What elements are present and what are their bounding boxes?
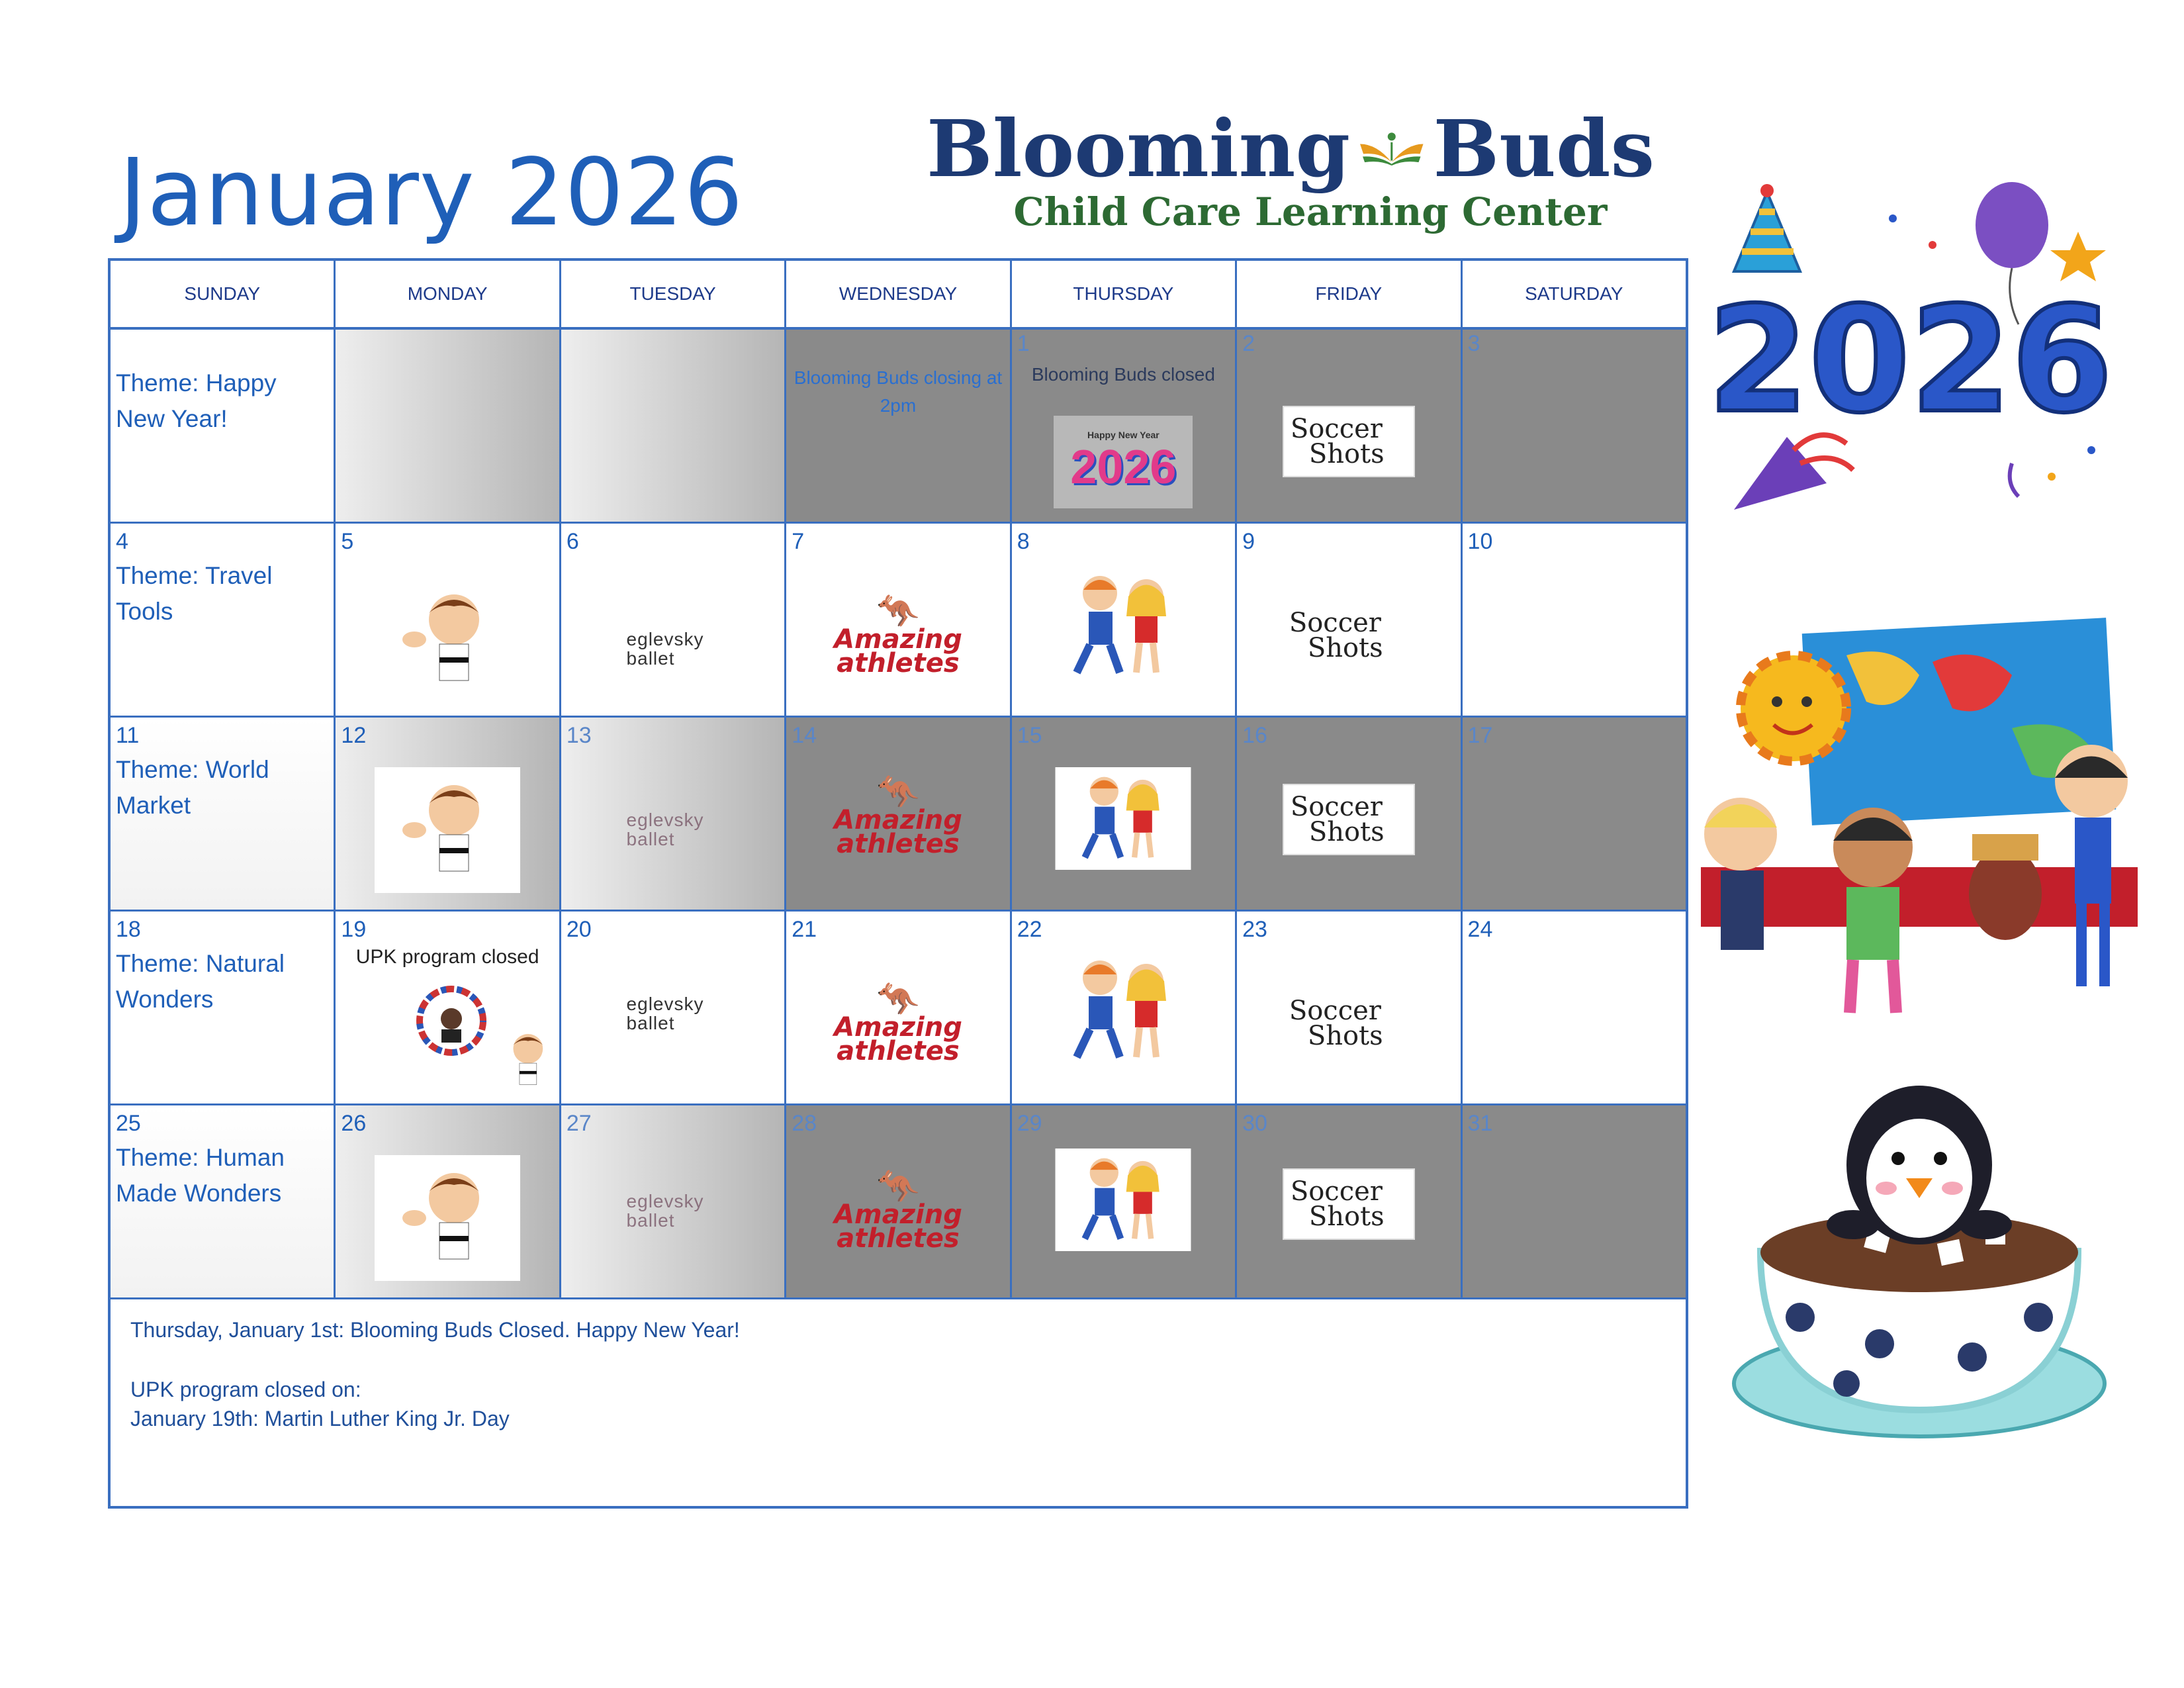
- day-cell: [786, 524, 1011, 718]
- weekday-tuesday: TUESDAY: [561, 261, 786, 330]
- page-title: January 2026: [119, 139, 744, 247]
- day-cell: [1237, 330, 1462, 524]
- day-number: 8: [1017, 529, 1030, 554]
- day-cell: [561, 718, 786, 912]
- day-cell: [111, 1105, 336, 1299]
- day-cell: [1463, 718, 1686, 912]
- day-cell: [786, 1105, 1011, 1299]
- day-note: Blooming Buds closing at 2pm: [794, 367, 1003, 416]
- day-number: 7: [792, 529, 805, 554]
- week-theme: Theme: World Market: [116, 756, 269, 819]
- day-cell: [1463, 330, 1686, 524]
- dancing-kids-icon: [1057, 951, 1189, 1070]
- amazing-line2: athletes: [837, 828, 960, 859]
- weekday-thursday: THURSDAY: [1012, 261, 1237, 330]
- new-year-caption: Happy New Year: [1087, 430, 1160, 440]
- kangaroo-icon: 🦘: [876, 773, 920, 812]
- day-number: 9: [1242, 529, 1255, 554]
- karate-kid-icon: [388, 774, 507, 886]
- year-graphic: 2026: [1707, 275, 2113, 445]
- ballet-line2: ballet: [626, 829, 675, 850]
- day-cell: [336, 330, 561, 524]
- day-note: Blooming Buds closed: [1031, 364, 1215, 385]
- day-number: 26: [341, 1111, 367, 1136]
- amazing-line2: athletes: [837, 647, 960, 679]
- day-number: 2: [1242, 331, 1255, 356]
- day-number: 3: [1467, 331, 1480, 356]
- note-mlk-day: January 19th: Martin Luther King Jr. Day: [130, 1407, 510, 1430]
- weekday-sunday: SUNDAY: [111, 261, 336, 330]
- day-number: 30: [1242, 1111, 1267, 1136]
- day-number: 17: [1467, 723, 1493, 748]
- amazing-athletes-logo: [834, 980, 962, 1066]
- day-number: 13: [566, 723, 592, 748]
- eglevsky-ballet-logo: [600, 810, 746, 849]
- soccer-shots-logo: [1283, 784, 1415, 855]
- karate-kid-icon: [388, 583, 507, 696]
- ballet-line2: ballet: [626, 1210, 675, 1231]
- day-number: 31: [1467, 1111, 1493, 1136]
- day-number: 1: [1017, 331, 1030, 356]
- world-market-illustration: [1694, 616, 2151, 1026]
- soccer-line1: Soccer: [1289, 608, 1381, 638]
- note-new-year: Thursday, January 1st: Blooming Buds Closed. Happy New Year!: [130, 1318, 740, 1342]
- day-cell: [1012, 912, 1237, 1105]
- weekday-header: [111, 261, 1686, 330]
- day-cell: [336, 524, 561, 718]
- day-number: 4: [116, 529, 128, 554]
- day-cell: [1012, 1105, 1237, 1299]
- soccer-line2: Shots: [1308, 439, 1385, 469]
- day-number: 27: [566, 1111, 592, 1136]
- soccer-shots-logo: [1283, 406, 1415, 477]
- week-row-4: [111, 912, 1686, 1105]
- week-row-1: [111, 330, 1686, 524]
- day-note: UPK program closed: [355, 946, 539, 968]
- soccer-line1: Soccer: [1290, 414, 1383, 444]
- soccer-line2: Shots: [1308, 817, 1385, 847]
- day-cell: [1237, 524, 1462, 718]
- karate-kid-icon: [488, 1027, 561, 1094]
- mlk-circle-icon: [402, 978, 501, 1064]
- weekday-friday: FRIDAY: [1237, 261, 1462, 330]
- week-theme: Theme: Travel Tools: [116, 562, 273, 625]
- day-number: 19: [341, 917, 367, 942]
- ballet-line1: eglevsky: [626, 994, 704, 1014]
- dancing-kids-icon: [1064, 769, 1183, 868]
- dancing-kids-image: [1056, 1149, 1191, 1251]
- week-row-2: [111, 524, 1686, 718]
- ballet-line1: eglevsky: [626, 810, 704, 830]
- amazing-line1: Amazing: [834, 1199, 962, 1230]
- brand-name-left: Blooming: [927, 103, 1350, 195]
- ballet-line2: ballet: [626, 648, 675, 669]
- book-leaf-icon: [1357, 113, 1427, 185]
- dancing-kids-image: [1056, 767, 1191, 870]
- day-cell: [336, 718, 561, 912]
- new-year-2026-illustration: [1694, 172, 2118, 516]
- amazing-line2: athletes: [837, 1035, 960, 1066]
- soccer-line1: Soccer: [1290, 1176, 1383, 1207]
- day-cell: [111, 912, 336, 1105]
- brand-logo: [927, 103, 1655, 234]
- day-cell: [111, 524, 336, 718]
- day-number: 25: [116, 1111, 141, 1136]
- day-cell: [1463, 912, 1686, 1105]
- calendar-notes: [111, 1299, 1686, 1506]
- day-cell: [1463, 524, 1686, 718]
- week-row-3: [111, 718, 1686, 912]
- amazing-athletes-logo: [834, 773, 962, 859]
- day-number: 16: [1242, 723, 1267, 748]
- eglevsky-ballet-logo: [600, 630, 746, 669]
- week-theme: Theme: Happy New Year!: [116, 369, 277, 432]
- eglevsky-ballet-logo: [600, 1192, 746, 1231]
- day-number: 15: [1017, 723, 1042, 748]
- amazing-line2: athletes: [837, 1223, 960, 1254]
- soccer-shots-logo: [1283, 600, 1415, 671]
- soccer-shots-logo: [1283, 988, 1415, 1059]
- ballet-line2: ballet: [626, 1013, 675, 1034]
- day-number: 23: [1242, 917, 1267, 942]
- day-number: 24: [1467, 917, 1493, 942]
- day-number: 21: [792, 917, 817, 942]
- amazing-athletes-logo: [834, 1167, 962, 1254]
- day-cell: [336, 912, 561, 1105]
- weekday-saturday: SATURDAY: [1463, 261, 1686, 330]
- day-cell: [1237, 1105, 1462, 1299]
- day-number: 14: [792, 723, 817, 748]
- day-cell: [1463, 1105, 1686, 1299]
- eglevsky-ballet-logo: [600, 994, 746, 1033]
- day-number: 29: [1017, 1111, 1042, 1136]
- day-number: 20: [566, 917, 592, 942]
- day-number: 10: [1467, 529, 1493, 554]
- day-number: 5: [341, 529, 354, 554]
- day-cell: [1012, 524, 1237, 718]
- day-number: 22: [1017, 917, 1042, 942]
- soccer-shots-logo: [1283, 1168, 1415, 1240]
- soccer-line2: Shots: [1308, 1201, 1385, 1232]
- soccer-line1: Soccer: [1290, 792, 1383, 822]
- dancing-kids-icon: [1057, 567, 1189, 686]
- day-cell: [111, 330, 336, 524]
- weekday-monday: MONDAY: [336, 261, 561, 330]
- new-year-badge: [1054, 416, 1193, 508]
- kangaroo-icon: 🦘: [876, 1167, 920, 1207]
- soccer-line1: Soccer: [1289, 996, 1381, 1026]
- dancing-kids-icon: [1064, 1150, 1183, 1250]
- day-cell: [561, 524, 786, 718]
- day-cell: [336, 1105, 561, 1299]
- week-theme: Theme: Human Made Wonders: [116, 1144, 285, 1207]
- day-cell: [561, 330, 786, 524]
- amazing-line1: Amazing: [834, 624, 962, 655]
- ballet-line1: eglevsky: [626, 1191, 704, 1211]
- week-theme: Theme: Natural Wonders: [116, 950, 285, 1013]
- day-cell: [1012, 330, 1237, 524]
- day-number: 12: [341, 723, 367, 748]
- day-cell: [1237, 912, 1462, 1105]
- soccer-line2: Shots: [1307, 1021, 1383, 1051]
- day-cell: [1012, 718, 1237, 912]
- karate-kid-icon: [388, 1162, 507, 1274]
- kangaroo-icon: 🦘: [876, 592, 920, 632]
- soccer-line2: Shots: [1307, 633, 1383, 663]
- brand-name-right: Buds: [1433, 103, 1655, 195]
- calendar-grid: [108, 258, 1688, 1509]
- amazing-athletes-logo: [834, 592, 962, 679]
- day-cell: [1237, 718, 1462, 912]
- kangaroo-icon: 🦘: [876, 980, 920, 1019]
- amazing-line1: Amazing: [834, 804, 962, 835]
- ballet-line1: eglevsky: [626, 629, 704, 649]
- day-number: 28: [792, 1111, 817, 1136]
- day-number: 18: [116, 917, 141, 942]
- amazing-line1: Amazing: [834, 1011, 962, 1043]
- new-year-number: 2026: [1070, 441, 1177, 494]
- day-number: 6: [566, 529, 579, 554]
- day-number: 11: [116, 723, 140, 748]
- day-cell: [786, 718, 1011, 912]
- day-cell: [111, 718, 336, 912]
- week-row-5: [111, 1105, 1686, 1299]
- day-cell: [561, 1105, 786, 1299]
- weekday-wednesday: WEDNESDAY: [786, 261, 1011, 330]
- brand-subtitle: Child Care Learning Center: [1013, 189, 1608, 234]
- karate-kid-image: [375, 1155, 520, 1281]
- day-cell: [561, 912, 786, 1105]
- karate-kid-image: [375, 767, 520, 893]
- day-cell: [786, 330, 1011, 524]
- penguin-hot-cocoa-illustration: [1721, 1079, 2118, 1456]
- day-cell: [786, 912, 1011, 1105]
- note-upk-heading: UPK program closed on:: [130, 1378, 361, 1401]
